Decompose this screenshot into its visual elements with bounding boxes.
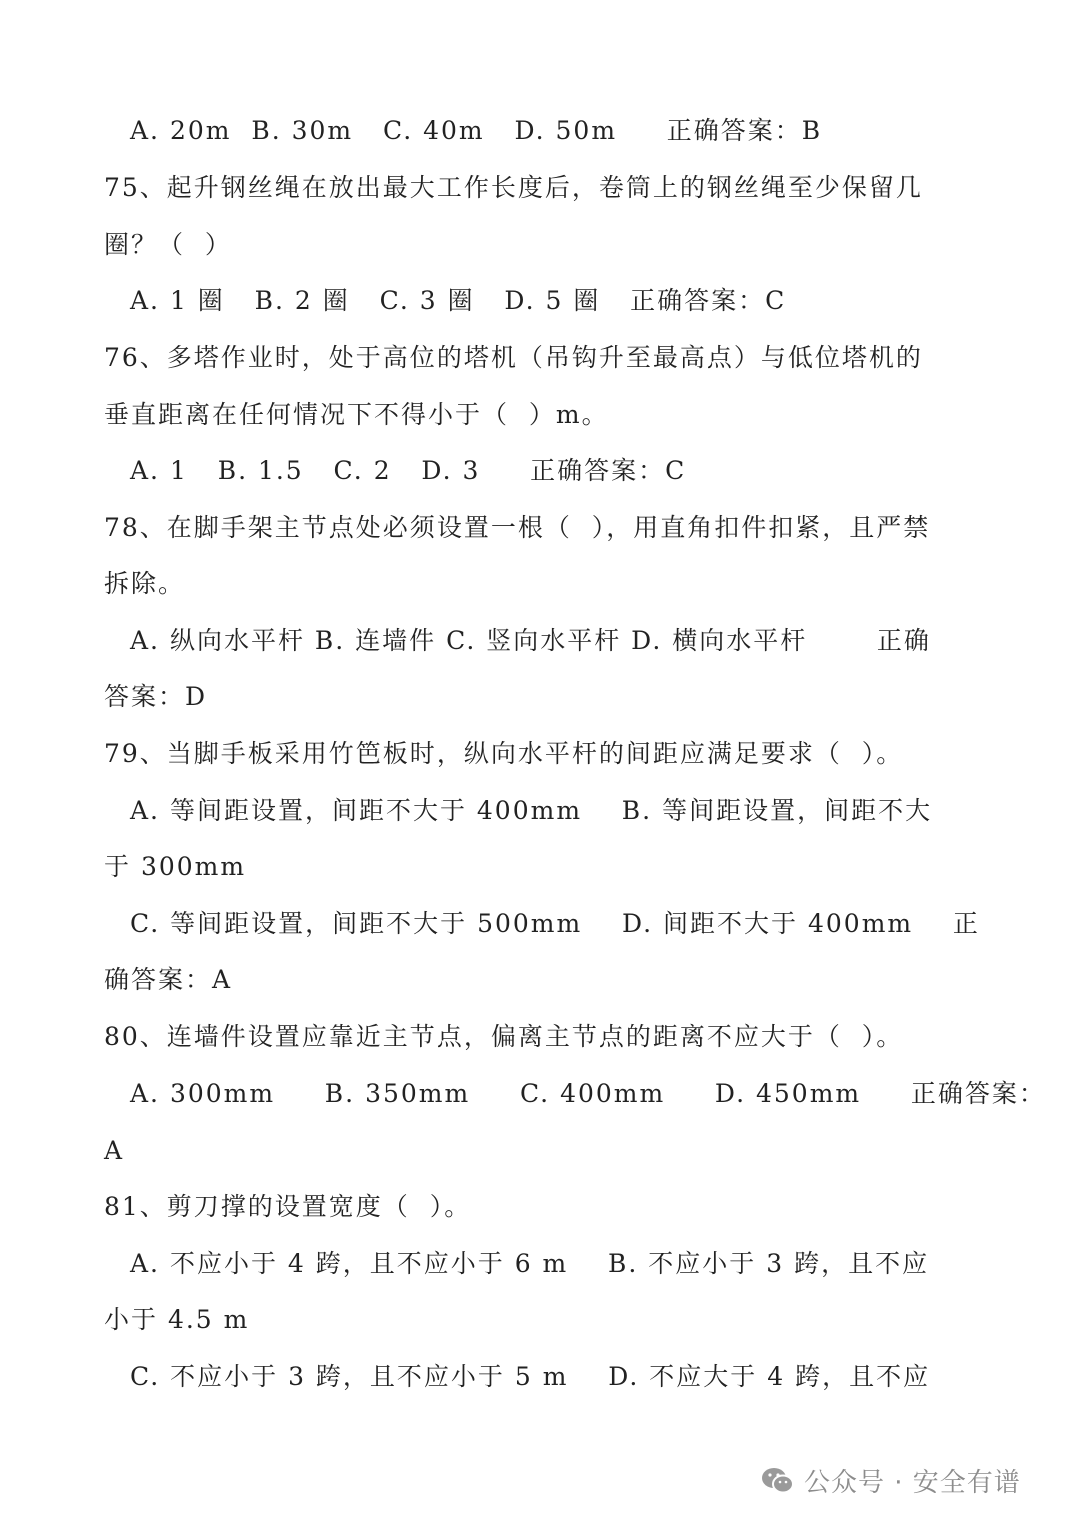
q75-options: A. 1 圈 B. 2 圈 C. 3 圈 D. 5 圈 正确答案：C <box>130 286 787 315</box>
q74-options: A. 20m B. 30m C. 40m D. 50m 正确答案：B <box>130 116 823 145</box>
watermark <box>760 1462 1021 1499</box>
q75-text-line-2: 圈？（ ） <box>104 230 232 259</box>
q79-options-ab-cont: 于 300mm <box>104 852 247 881</box>
q78-options: A. 纵向水平杆 B. 连墙件 C. 竖向水平杆 D. 横向水平杆 正确 <box>130 626 931 655</box>
q78-text-line-2: 拆除。 <box>104 569 186 598</box>
wechat-icon <box>760 1465 796 1497</box>
q76-text-line-2: 垂直距离在任何情况下不得小于（ ）m。 <box>104 400 609 429</box>
q80-options: A. 300mm B. 350mm C. 400mm D. 450mm 正确答案： <box>130 1079 1046 1108</box>
q80-answer: A <box>104 1136 125 1165</box>
q79-answer: 确答案：A <box>104 965 233 994</box>
q76-options: A. 1 B. 1.5 C. 2 D. 3 正确答案：C <box>130 456 687 485</box>
q80-text: 80、连墙件设置应靠近主节点，偏离主节点的距离不应大于（ ）。 <box>104 1022 904 1051</box>
q78-text-line-1: 78、在脚手架主节点处必须设置一根（ ），用直角扣件扣紧，且严禁 <box>104 513 931 542</box>
q79-options-ab: A. 等间距设置，间距不大于 400mm B. 等间距设置，间距不大 <box>130 796 933 825</box>
q81-options-ab-cont: 小于 4.5 m <box>104 1305 250 1334</box>
q79-options-cd: C. 等间距设置，间距不大于 500mm D. 间距不大于 400mm 正 <box>130 909 980 938</box>
q78-answer: 答案：D <box>104 682 208 711</box>
q81-options-cd: C. 不应小于 3 跨，且不应小于 5 m D. 不应大于 4 跨，且不应 <box>130 1362 931 1391</box>
watermark-text: 公众号 · 安全有谱 <box>804 1468 1021 1498</box>
q79-text: 79、当脚手板采用竹笆板时，纵向水平杆的间距应满足要求（ ）。 <box>104 739 904 768</box>
q81-options-ab: A. 不应小于 4 跨，且不应小于 6 m B. 不应小于 3 跨，且不应 <box>130 1249 930 1278</box>
q75-text-line-1: 75、起升钢丝绳在放出最大工作长度后，卷筒上的钢丝绳至少保留几 <box>104 173 923 202</box>
q76-text-line-1: 76、多塔作业时，处于高位的塔机（吊钩升至最高点）与低位塔机的 <box>104 343 923 372</box>
q81-text: 81、剪刀撑的设置宽度（ ）。 <box>104 1192 472 1221</box>
